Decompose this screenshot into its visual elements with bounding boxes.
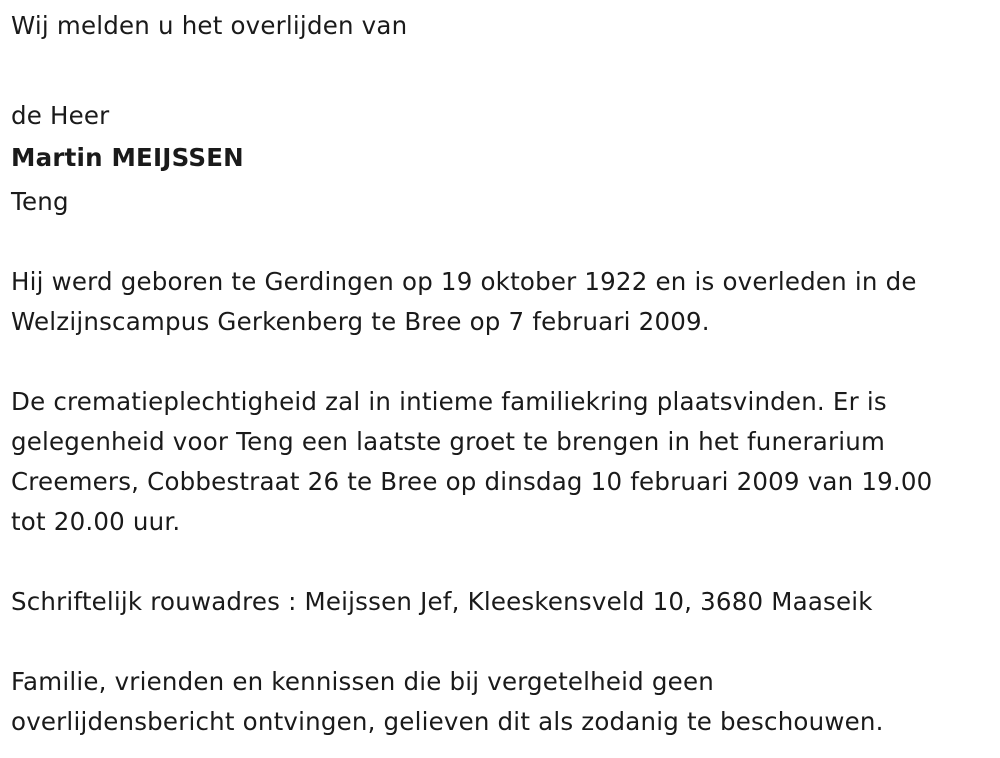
paragraph-line: gelegenheid voor Teng een laatste groet te brengen in het funerarium: [11, 427, 886, 456]
paragraph-line: overlijdensbericht ontvingen, gelieven dit als zodanig te beschouwen.: [11, 707, 884, 736]
place-of-residence: Teng: [11, 187, 69, 216]
spacer: [11, 222, 996, 262]
paragraph-line: tot 20.00 uur.: [11, 507, 181, 536]
paragraph-line: Creemers, Cobbestraat 26 te Bree op dinsdag 10 februari 2009 van 19.00: [11, 467, 933, 496]
spacer: [11, 622, 996, 662]
paragraph-line: Hij werd geboren te Gerdingen op 19 oktober 1922 en is overleden in de: [11, 267, 917, 296]
paragraph-line: Welzijnscampus Gerkenberg te Bree op 7 februari 2009.: [11, 307, 710, 336]
ceremony-paragraph: [11, 382, 996, 542]
honorific: de Heer: [11, 101, 110, 130]
birth-death-paragraph: [11, 262, 996, 342]
deceased-name: Martin MEIJSSEN: [11, 143, 244, 172]
paragraph-line: De crematieplechtigheid zal in intieme familiekring plaatsvinden. Er is: [11, 387, 887, 416]
closing-paragraph: [11, 662, 996, 742]
spacer: [11, 46, 996, 86]
intro-text: Wij melden u het overlijden van: [11, 11, 408, 40]
paragraph-line: Familie, vrienden en kennissen die bij vergetelheid geen: [11, 667, 714, 696]
death-notice: [11, 6, 996, 742]
spacer: [11, 542, 996, 582]
spacer: [11, 342, 996, 382]
mourning-address: Schriftelijk rouwadres : Meijssen Jef, Kleeskensveld 10, 3680 Maaseik: [11, 587, 873, 616]
